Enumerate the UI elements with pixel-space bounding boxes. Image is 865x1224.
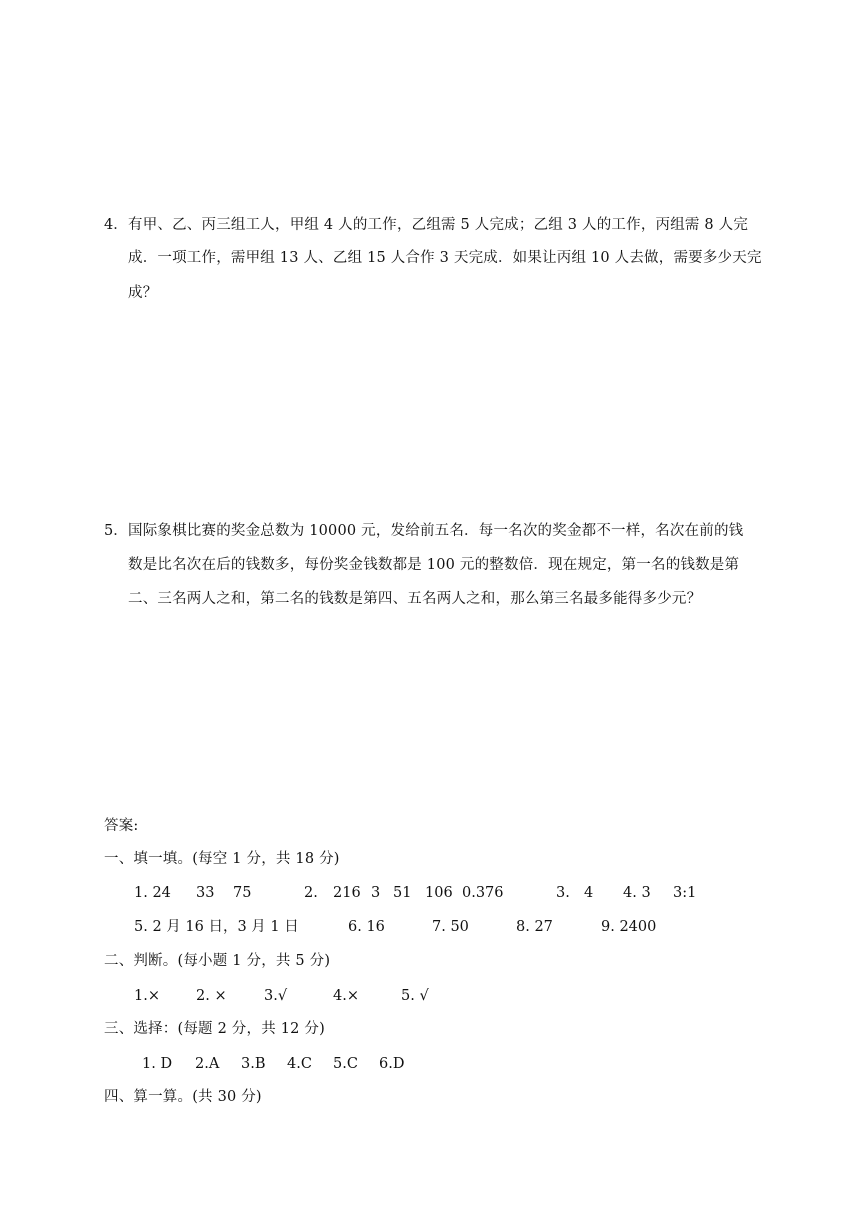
answer-6: 6. 16 (348, 919, 385, 935)
answer-2-5: 0.376 (462, 885, 504, 901)
answer-4-2: 3:1 (673, 885, 697, 901)
answer-3-1: 4 (584, 885, 594, 901)
choice-answer-6: 6.D (379, 1056, 405, 1072)
choice-answer-5: 5.C (333, 1056, 358, 1072)
section-2-heading: 二、判断。(每小题 1 分，共 5 分) (104, 953, 331, 969)
question-4-line-1: 有甲、乙、丙三组工人，甲组 4 人的工作，乙组需 5 人完成；乙组 3 人的工作，丙组需 8 人完 (128, 217, 749, 233)
answer-2-label: 2. (304, 885, 318, 901)
answer-1-3: 75 (233, 885, 252, 901)
answer-5: 5. 2 月 16 日，3 月 1 日 (134, 919, 299, 935)
answer-2-2: 3 (371, 885, 381, 901)
question-5-line-3: 二、三名两人之和，第二名的钱数是第四、五名两人之和，那么第三名最多能得多少元？ (128, 591, 702, 607)
question-4-line-2: 成．一项工作，需甲组 13 人、乙组 15 人合作 3 天完成．如果让丙组 10 人去做，需要多少天完 (128, 250, 762, 266)
answer-2-3: 51 (393, 885, 412, 901)
judge-answer-1: 1.× (134, 988, 160, 1004)
question-4-number: 4． (104, 217, 128, 233)
answer-2-4: 106 (425, 885, 453, 901)
choice-answer-3: 3.B (241, 1056, 266, 1072)
answer-2-1: 216 (333, 885, 361, 901)
answer-9: 9. 2400 (601, 919, 657, 935)
choice-answer-2: 2.A (195, 1056, 220, 1072)
section-3-heading: 三、选择：(每题 2 分，共 12 分) (104, 1021, 325, 1037)
answer-1-1: 1. 24 (134, 885, 171, 901)
section-1-heading: 一、填一填。(每空 1 分，共 18 分) (104, 851, 340, 867)
choice-answer-4: 4.C (287, 1056, 312, 1072)
answer-3-label: 3. (556, 885, 570, 901)
judge-answer-2: 2. × (196, 988, 227, 1004)
answer-8: 8. 27 (516, 919, 553, 935)
judge-answer-5: 5. √ (401, 988, 429, 1004)
answer-4-1: 4. 3 (623, 885, 651, 901)
question-5-line-2: 数是比名次在后的钱数多，每份奖金钱数都是 100 元的整数倍．现在规定，第一名的钱数是第 (128, 557, 740, 573)
judge-answer-3: 3.√ (264, 988, 288, 1004)
section-4-heading: 四、算一算。(共 30 分) (104, 1089, 262, 1105)
choice-answer-1: 1. D (142, 1056, 173, 1072)
answers-title: 答案: (104, 818, 139, 834)
question-5-number: 5． (104, 523, 128, 539)
answer-1-2: 33 (196, 885, 215, 901)
question-5-line-1: 国际象棋比赛的奖金总数为 10000 元，发给前五名．每一名次的奖金都不一样，名次在前的钱 (128, 523, 744, 539)
answer-7: 7. 50 (432, 919, 469, 935)
judge-answer-4: 4.× (333, 988, 359, 1004)
question-4-line-3: 成？ (128, 285, 158, 301)
